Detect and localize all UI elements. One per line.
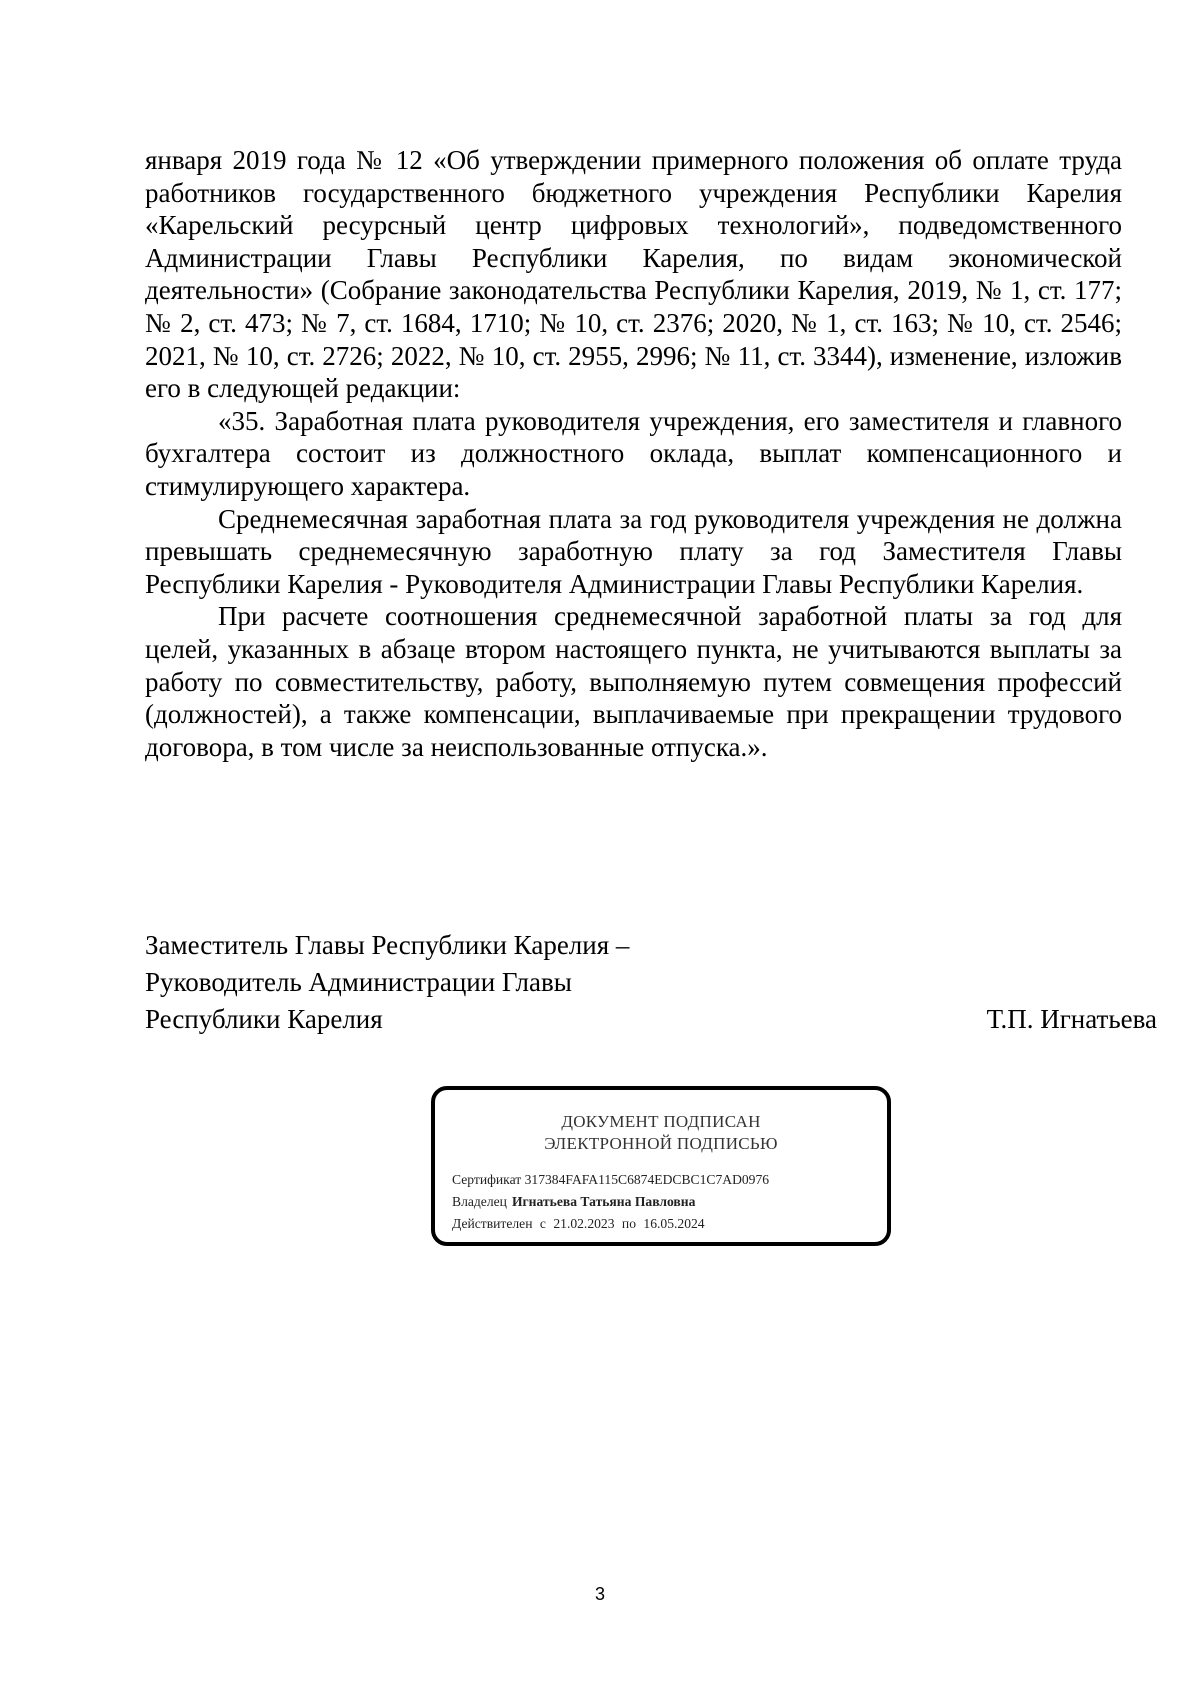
paragraph-3: Среднемесячная заработная плата за год руководителя учреждения не должна превышать среднемесячную заработную плату за год Заместителя Главы Республики Карелия - Руководителя Администрации Главы Республики Карелия. bbox=[145, 503, 1122, 599]
signer-position-line-2: Руководитель Администрации Главы bbox=[145, 967, 572, 997]
signature-block bbox=[145, 927, 1157, 1038]
signer-position-line-1: Заместитель Главы Республики Карелия – bbox=[145, 930, 630, 960]
validity-from-label: с bbox=[539, 1216, 546, 1231]
page-number: 3 bbox=[594, 1584, 605, 1604]
validity-to: 16.05.2024 bbox=[643, 1216, 705, 1231]
owner-label: Владелец bbox=[452, 1194, 507, 1209]
owner-value: Игнатьева Татьяна Павловна bbox=[511, 1194, 696, 1209]
paragraph-2: «35. Заработная плата руководителя учреждения, его заместителя и главного бухгалтера состоит из должностного оклада, выплат компенсационного и стимулирующего характера. bbox=[145, 405, 1122, 501]
stamp-certificate-row bbox=[452, 1169, 769, 1191]
certificate-label: Сертификат bbox=[452, 1172, 522, 1187]
signer-name: Т.П. Игнатьева bbox=[986, 1004, 1157, 1034]
certificate-value: 317384FAFA115C6874EDCBC1C7AD0976 bbox=[524, 1172, 770, 1187]
signature-last-row bbox=[145, 1001, 1157, 1038]
electronic-signature-stamp bbox=[431, 1086, 891, 1246]
stamp-title-line-1: ДОКУМЕНТ ПОДПИСАН bbox=[561, 1112, 761, 1131]
document-body bbox=[145, 144, 1122, 763]
paragraph-1: января 2019 года № 12 «Об утверждении примерного положения об оплате труда работников государственного бюджетного учреждения Республики Карелия «Карельский ресурсный центр цифровых технологий», подведомственного Администрации Главы Республики Карелия, по видам экономической деятельности» (Собрание законодательства Республики Карелия, 2019, № 1, ст. 177; № 2, ст. 473; № 7, ст. 1684, 1710; № 10, ст. 2376; 2020, № 1, ст. 163; № 10, ст. 2546; 2021, № 10, ст. 2726; 2022, № 10, ст. 2955, 2996; № 11, ст. 3344), изменение, изложив его в следующей редакции: bbox=[145, 145, 1122, 404]
stamp-owner-row bbox=[452, 1191, 769, 1213]
validity-label: Действителен bbox=[452, 1216, 533, 1231]
stamp-title-line-2: ЭЛЕКТРОННОЙ ПОДПИСЬЮ bbox=[544, 1134, 778, 1153]
stamp-validity-row bbox=[452, 1213, 769, 1235]
validity-from: 21.02.2023 bbox=[553, 1216, 615, 1231]
signer-position-line-3: Республики Карелия bbox=[145, 1004, 383, 1034]
stamp-details bbox=[452, 1169, 769, 1235]
paragraph-4: При расчете соотношения среднемесячной заработной платы за год для целей, указанных в абзаце втором настоящего пункта, не учитываются выплаты за работу по совместительству, работу, выполняемую путем совмещения профессий (должностей), а также компенсации, выплачиваемые при прекращении трудового договора, в том числе за неиспользованные отпуска.». bbox=[145, 601, 1122, 762]
stamp-title bbox=[435, 1111, 887, 1155]
validity-to-label: по bbox=[621, 1216, 636, 1231]
